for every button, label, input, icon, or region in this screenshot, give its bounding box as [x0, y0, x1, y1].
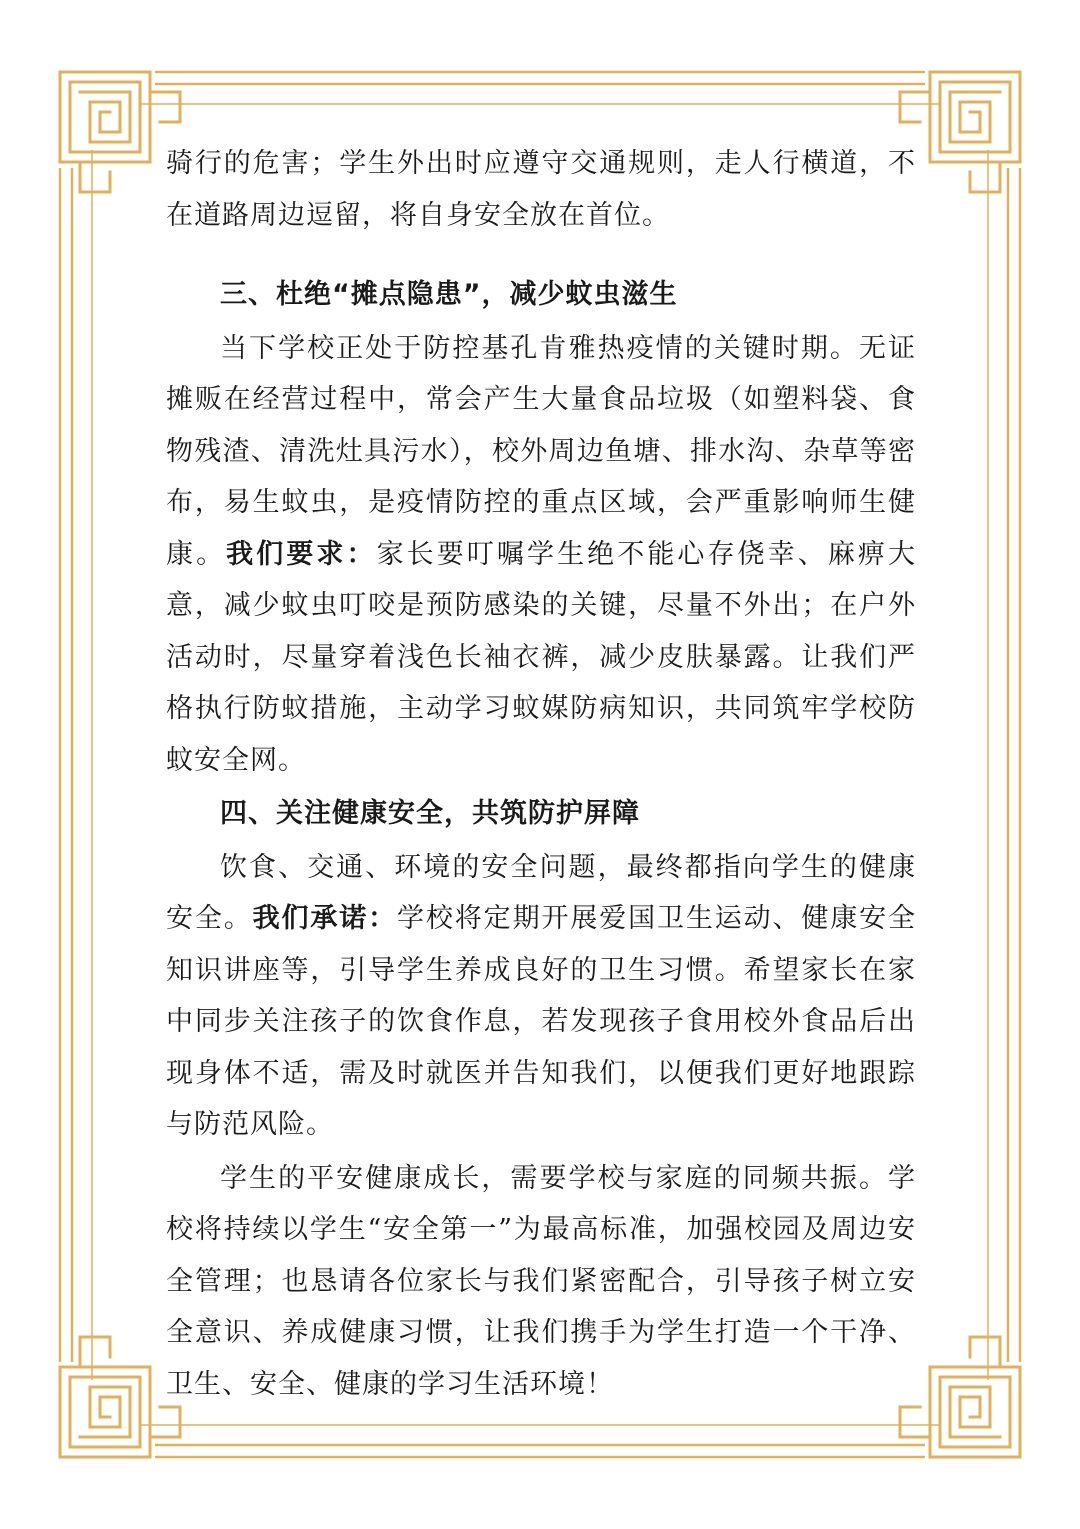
corner-ornament-top-right: [900, 72, 1020, 192]
letter-body: [166, 138, 916, 1410]
request-label: 我们要求：: [226, 538, 377, 570]
section4-body: 饮食、交通、环境的安全问题，最终都指向学生的健康安全。: [166, 851, 916, 934]
section3-paragraph: [166, 323, 916, 787]
closing-paragraph: 学生的平安健康成长，需要学校与家庭的同频共振。学校将持续以学生“安全第一”为最高标准，加强校园及周边安全管理；也恳请各位家长与我们紧密配合，引导孩子树立安全意识、养成健康习惯，让我们携手为学生打造一个干净、卫生、安全、健康的学习生活环境！: [166, 1162, 916, 1400]
corner-ornament-bottom-left: [60, 1337, 180, 1457]
section4-paragraph: [166, 842, 916, 1151]
corner-ornament-bottom-right: [900, 1337, 1020, 1457]
promise-label: 我们承诺：: [252, 903, 398, 934]
intro-continued-paragraph: 骑行的危害；学生外出时应遵守交通规则，走人行横道，不在道路周边逗留，将自身安全放在首位。: [166, 148, 916, 231]
promise-text: 学校将定期开展爱国卫生运动、健康安全知识讲座等，引导学生养成良好的卫生习惯。希望家长在家中同步关注孩子的饮食作息，若发现孩子食用校外食品后出现身体不适，需及时就医并告知我们，以便我们更好地跟踪与防范风险。: [166, 903, 917, 1140]
request-text: 家长要叮嘱学生绝不能心存侥幸、麻痹大意，减少蚊虫叮咬是预防感染的关键，尽量不外出；在户外活动时，尽量穿着浅色长袖衣裤，减少皮肤暴露。让我们严格执行防蚊措施，主动学习蚊媒防病知识，共同筑牢学校防蚊安全网。: [166, 538, 917, 776]
section3-body: 当下学校正处于防控基孔肯雅热疫情的关键时期。无证摊贩在经营过程中，常会产生大量食品垃圾（如塑料袋、食物残渣、清洗灶具污水），校外周边鱼塘、排水沟、杂草等密布，易生蚊虫，是疫情防控的重点区域，会严重影响师生健康。: [166, 332, 916, 570]
section3-heading: 三、杜绝“摊点隐患”，减少蚊虫滋生: [220, 279, 678, 310]
section4-heading: 四、关注健康安全，共筑防护屏障: [220, 798, 640, 829]
corner-ornament-top-left: [60, 72, 180, 192]
